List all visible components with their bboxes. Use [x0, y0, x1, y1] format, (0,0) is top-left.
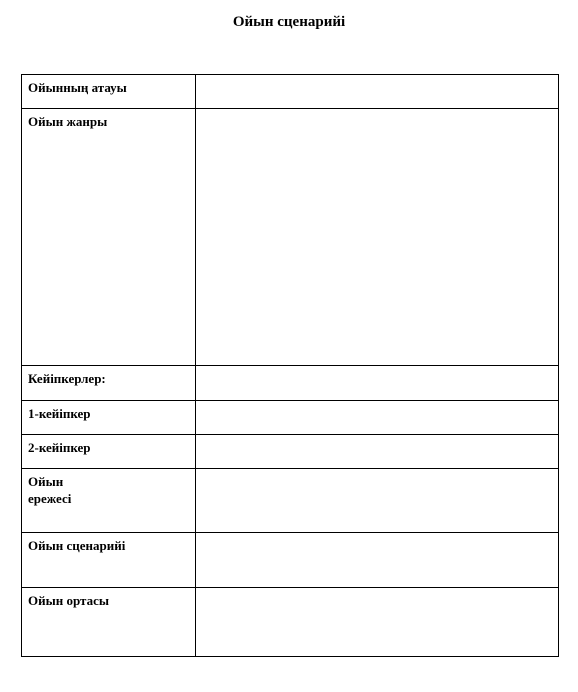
table-row — [22, 75, 559, 109]
game-scenario-label — [22, 533, 196, 588]
game-name-label — [22, 75, 196, 109]
game-scenario-field[interactable] — [196, 533, 559, 588]
row-label: Ойын ортасы — [28, 593, 110, 608]
table-row — [22, 588, 559, 657]
page-title: Ойын сценарийі — [232, 14, 346, 30]
game-rules-label — [22, 469, 196, 533]
game-scenario-form-table — [21, 74, 559, 657]
characters-field[interactable] — [196, 366, 559, 401]
table-row — [22, 366, 559, 401]
row-label: Ойын сценарийі — [28, 538, 126, 553]
character-2-field[interactable] — [196, 435, 559, 469]
row-label: Ойын ережесі — [28, 474, 72, 506]
game-genre-label — [22, 109, 196, 366]
row-label: Ойынның атауы — [28, 80, 127, 95]
row-label: Ойын жанры — [28, 114, 108, 129]
game-environment-field[interactable] — [196, 588, 559, 657]
characters-label — [22, 366, 196, 401]
table-row — [22, 469, 559, 533]
character-1-field[interactable] — [196, 401, 559, 435]
row-label: 2-кейіпкер — [28, 440, 91, 455]
table-row — [22, 435, 559, 469]
row-label: Кейіпкерлер: — [28, 371, 106, 386]
character-1-label — [22, 401, 196, 435]
game-environment-label — [22, 588, 196, 657]
table-row — [22, 109, 559, 366]
character-2-label — [22, 435, 196, 469]
game-name-field[interactable] — [196, 75, 559, 109]
game-genre-field[interactable] — [196, 109, 559, 366]
game-rules-field[interactable] — [196, 469, 559, 533]
row-label: 1-кейіпкер — [28, 406, 91, 421]
table-row — [22, 533, 559, 588]
table-row — [22, 401, 559, 435]
